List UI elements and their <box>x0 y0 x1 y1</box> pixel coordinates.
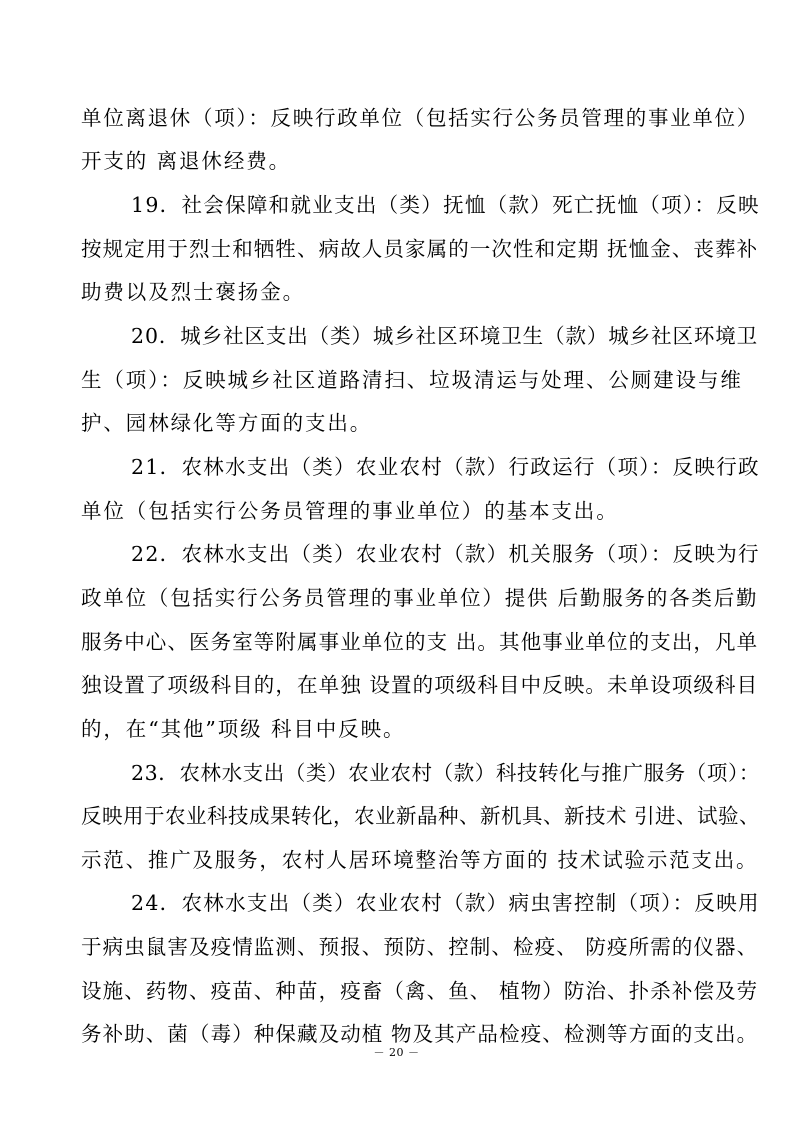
text-line: 服务中心、医务室等附属事业单位的支 出。其他事业单位的支出，凡单 <box>81 630 759 654</box>
text-line: 单位离退休（项）：反映行政单位（包括实行公务员管理的事业单位） <box>81 106 759 130</box>
paragraph-20-line: 20．城乡社区支出（类）城乡社区环境卫生（款）城乡社区环境卫 <box>131 324 759 348</box>
text-line: 单位（包括实行公务员管理的事业单位）的基本支出。 <box>81 499 619 523</box>
text-line: 务补助、菌（毒）种保藏及动植 物及其产品检疫、检测等方面的支出。 <box>81 1022 759 1046</box>
text-line: 政单位（包括实行公务员管理的事业单位）提供 后勤服务的各类后勤 <box>81 586 759 610</box>
text-line: 示范、推广及服务，农村人居环境整治等方面的 技术试验示范支出。 <box>81 848 759 872</box>
text-line: 独设置了项级科目的，在单独 设置的项级科目中反映。未单设项级科目 <box>81 673 759 697</box>
text-line: 于病虫鼠害及疫情监测、预报、预防、控制、检疫、 防疫所需的仪器、 <box>81 935 759 959</box>
text-line: 开支的 离退休经费。 <box>81 149 292 173</box>
paragraph-24-line: 24．农林水支出（类）农业农村（款）病虫害控制（项）：反映用 <box>131 891 760 915</box>
paragraph-19-line: 19．社会保障和就业支出（类）抚恤（款）死亡抚恤（项）：反映 <box>131 193 760 217</box>
paragraph-22-line: 22．农林水支出（类）农业农村（款）机关服务（项）：反映为行 <box>131 542 760 566</box>
paragraph-23-line: 23．农林水支出（类）农业农村（款）科技转化与推广服务（项）： <box>131 761 760 785</box>
text-line: 生（项）：反映城乡社区道路清扫、垃圾清运与处理、公厕建设与维 <box>81 368 743 392</box>
text-line: 护、园林绿化等方面的支出。 <box>81 411 373 435</box>
paragraph-21-line: 21．农林水支出（类）农业农村（款）行政运行（项）：反映行政 <box>131 455 760 479</box>
text-line: 设施、药物、疫苗、种苗，疫畜（禽、鱼、 植物）防治、扑杀补偿及劳 <box>81 979 759 1003</box>
text-line: 反映用于农业科技成果转化，农业新晶种、新机具、新技术 引进、试验、 <box>81 804 761 828</box>
page-number: － 20 － <box>373 1046 420 1059</box>
text-line: 的，在“其他”项级 科目中反映。 <box>81 717 406 741</box>
text-line: 按规定用于烈士和牺牲、病故人员家属的一次性和定期 抚恤金、丧葬补 <box>81 237 759 261</box>
text-line: 助费以及烈士褒扬金。 <box>81 280 305 304</box>
